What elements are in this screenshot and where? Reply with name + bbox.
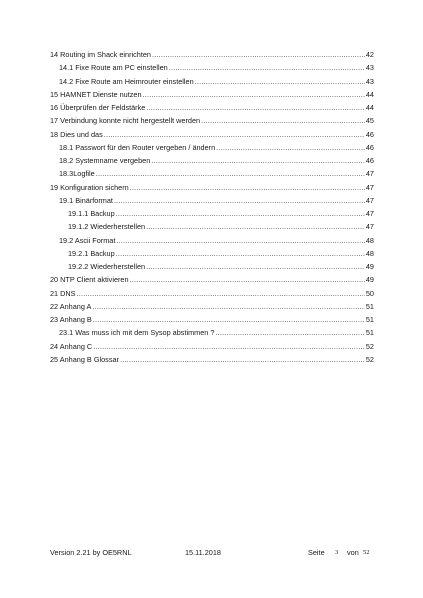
toc-dot-leader bbox=[146, 260, 365, 273]
toc-entry-title: 17 Verbindung konnte nicht hergestellt werden bbox=[50, 116, 201, 126]
toc-entry-page: 46 bbox=[365, 156, 374, 165]
toc-entry[interactable] bbox=[50, 273, 374, 286]
toc-entry-title: 19 Konfiguration sichern bbox=[50, 182, 129, 192]
footer-page-label: Seite bbox=[308, 548, 325, 557]
toc-dot-leader bbox=[93, 313, 365, 326]
toc-dot-leader bbox=[143, 88, 365, 101]
toc-entry-title: 19.2.1 Backup bbox=[68, 248, 115, 258]
toc-entry-page: 51 bbox=[365, 315, 374, 324]
toc-entry-page: 47 bbox=[365, 195, 374, 205]
toc-entry-page: 48 bbox=[365, 235, 374, 245]
toc-entry-page: 49 bbox=[365, 262, 374, 271]
toc-dot-leader bbox=[116, 247, 365, 260]
toc-entry[interactable] bbox=[50, 220, 374, 233]
toc-entry-title: 18.1 Passwort für den Router vergeben / ändern bbox=[59, 142, 216, 152]
toc-entry-title: 18.2 Systemname vergeben bbox=[59, 156, 151, 165]
toc-entry-page: 50 bbox=[365, 288, 374, 298]
toc-entry[interactable] bbox=[50, 167, 374, 180]
toc-entry-page: 43 bbox=[365, 76, 374, 86]
toc-entry-title: 14.2 Fixe Route am Heimrouter einstellen bbox=[59, 76, 194, 86]
toc-dot-leader bbox=[92, 300, 364, 313]
toc-dot-leader bbox=[114, 194, 365, 207]
toc-entry[interactable] bbox=[50, 207, 374, 220]
toc-entry[interactable] bbox=[50, 181, 374, 194]
toc-entry[interactable] bbox=[50, 128, 374, 141]
toc-entry-title: 20 NTP Client aktivieren bbox=[50, 275, 129, 285]
toc-entry-title: 19.1.2 Wiederherstellen bbox=[68, 222, 146, 232]
toc-entry-title: 15 HAMNET Dienste nutzen bbox=[50, 89, 142, 99]
toc-dot-leader bbox=[201, 114, 365, 127]
toc-entry-page: 44 bbox=[365, 103, 374, 112]
toc-entry-page: 48 bbox=[365, 248, 374, 258]
toc-entry-title: 18.3Logfile bbox=[59, 169, 95, 179]
toc-entry[interactable] bbox=[50, 194, 374, 207]
toc-dot-leader bbox=[215, 326, 364, 339]
toc-entry-page: 49 bbox=[365, 275, 374, 285]
toc-entry[interactable] bbox=[50, 287, 374, 300]
toc-entry-page: 42 bbox=[365, 50, 374, 59]
toc-entry[interactable] bbox=[50, 313, 374, 326]
toc-entry[interactable] bbox=[50, 88, 374, 101]
footer-total-pages: 52 bbox=[363, 549, 370, 556]
toc-entry-title: 19.2.2 Wiederherstellen bbox=[68, 262, 146, 271]
footer-page-number: 3 bbox=[335, 549, 339, 556]
toc-entry-title: 23 Anhang B bbox=[50, 315, 92, 324]
footer-version: Version 2.21 by OE5RNL bbox=[50, 548, 132, 557]
toc-dot-leader bbox=[130, 273, 365, 286]
toc-entry-page: 47 bbox=[365, 182, 374, 192]
toc-dot-leader bbox=[130, 181, 365, 194]
toc-entry-page: 43 bbox=[365, 63, 374, 73]
toc-entry-page: 45 bbox=[365, 116, 374, 126]
toc-entry[interactable] bbox=[50, 326, 374, 339]
toc-entry-page: 51 bbox=[365, 328, 374, 338]
toc-dot-leader bbox=[104, 128, 365, 141]
table-of-contents bbox=[50, 48, 374, 366]
toc-entry[interactable] bbox=[50, 247, 374, 260]
toc-entry-title: 23.1 Was muss ich mit dem Sysop abstimmen ? bbox=[59, 328, 215, 338]
toc-dot-leader bbox=[146, 220, 365, 233]
toc-entry-title: 14 Routing im Shack einrichten bbox=[50, 50, 151, 59]
toc-entry-title: 16 Überprüfen der Feldstärke bbox=[50, 103, 146, 112]
toc-dot-leader bbox=[93, 340, 365, 353]
toc-entry[interactable] bbox=[50, 141, 374, 154]
toc-dot-leader bbox=[216, 141, 365, 154]
toc-dot-leader bbox=[146, 101, 365, 114]
toc-entry-title: 19.2 Ascii Format bbox=[59, 235, 116, 245]
toc-entry-title: 21 DNS bbox=[50, 288, 76, 298]
toc-entry[interactable] bbox=[50, 260, 374, 273]
toc-entry-page: 44 bbox=[365, 89, 374, 99]
toc-entry[interactable] bbox=[50, 101, 374, 114]
toc-entry-title: 19.1.1 Backup bbox=[68, 209, 115, 218]
toc-dot-leader bbox=[116, 234, 365, 247]
toc-dot-leader bbox=[120, 353, 365, 366]
footer-of-label: von bbox=[347, 548, 359, 557]
toc-entry-title: 19.1 Binärformat bbox=[59, 195, 113, 205]
toc-dot-leader bbox=[77, 287, 365, 300]
toc-dot-leader bbox=[116, 207, 365, 220]
page-footer bbox=[50, 547, 374, 559]
toc-entry[interactable] bbox=[50, 114, 374, 127]
toc-entry[interactable] bbox=[50, 61, 374, 74]
toc-entry-page: 52 bbox=[365, 354, 374, 364]
toc-entry-page: 47 bbox=[365, 209, 374, 218]
toc-dot-leader bbox=[195, 75, 365, 88]
toc-entry-title: 25 Anhang B Glossar bbox=[50, 354, 119, 364]
toc-entry[interactable] bbox=[50, 48, 374, 61]
toc-entry[interactable] bbox=[50, 154, 374, 167]
toc-entry[interactable] bbox=[50, 234, 374, 247]
toc-entry-title: 22 Anhang A bbox=[50, 301, 92, 311]
toc-dot-leader bbox=[152, 48, 365, 61]
toc-entry-page: 47 bbox=[365, 169, 374, 179]
toc-entry-title: 18 Dies und das bbox=[50, 129, 103, 139]
toc-entry[interactable] bbox=[50, 75, 374, 88]
toc-entry-page: 47 bbox=[365, 222, 374, 232]
toc-dot-leader bbox=[96, 167, 365, 180]
toc-dot-leader bbox=[169, 61, 365, 74]
toc-entry[interactable] bbox=[50, 300, 374, 313]
toc-entry-page: 52 bbox=[365, 341, 374, 351]
toc-entry[interactable] bbox=[50, 340, 374, 353]
toc-entry[interactable] bbox=[50, 353, 374, 366]
toc-dot-leader bbox=[151, 154, 365, 167]
toc-entry-title: 14.1 Fixe Route am PC einstellen bbox=[59, 63, 168, 73]
toc-entry-title: 24 Anhang C bbox=[50, 341, 93, 351]
toc-entry-page: 46 bbox=[365, 142, 374, 152]
toc-entry-page: 46 bbox=[365, 129, 374, 139]
footer-date: 15.11.2018 bbox=[185, 548, 221, 557]
toc-entry-page: 51 bbox=[365, 301, 374, 311]
